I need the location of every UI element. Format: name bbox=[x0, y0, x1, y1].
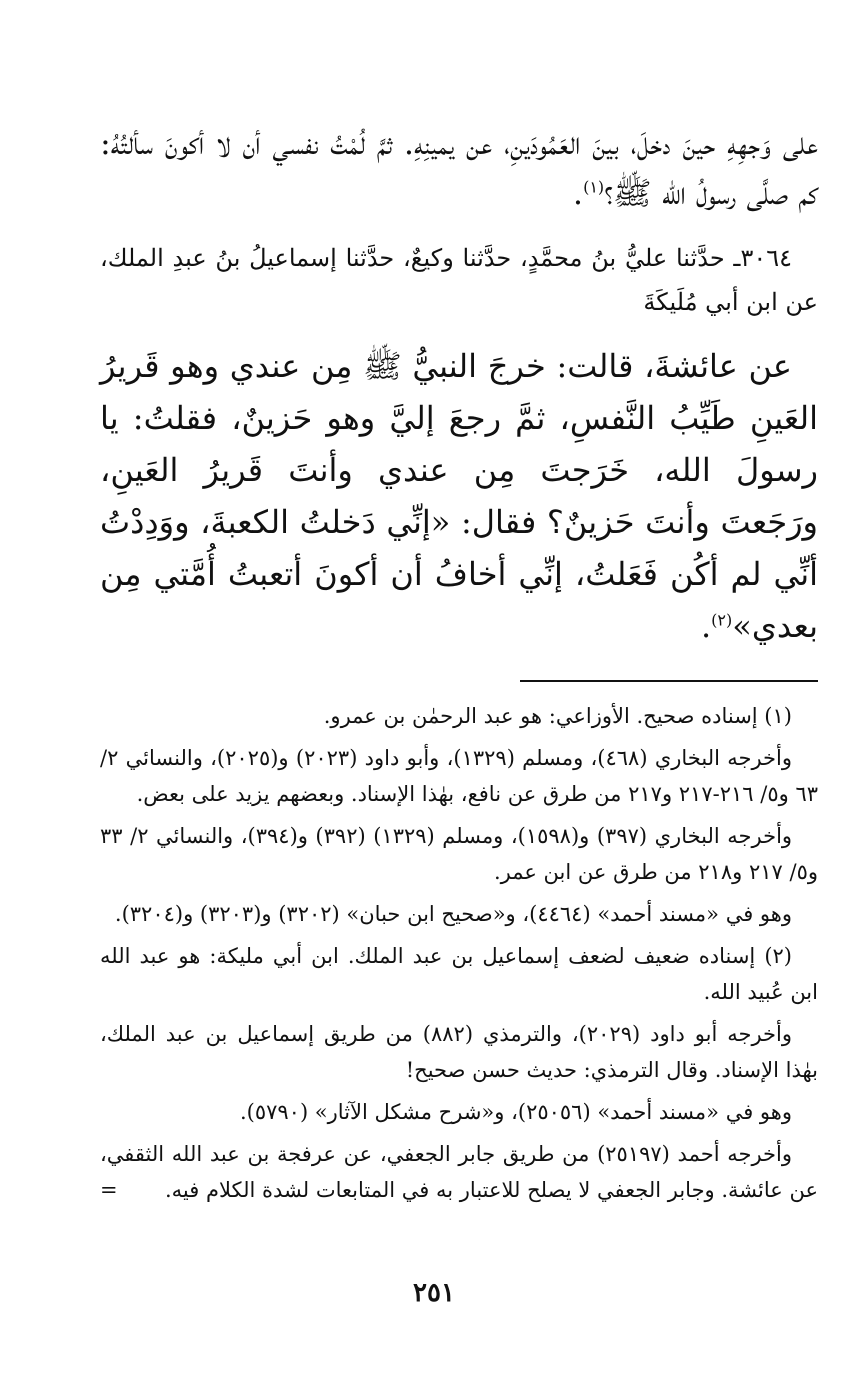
footnote-paragraph: وهو في «مسند أحمد» (٢٥٠٥٦)، و«شرح مشكل الآثار» (٥٧٩٠). bbox=[239, 1100, 792, 1124]
footnote-paragraph: (٢) إسناده ضعيف لضعف إسماعيل بن عبد الملك. ابن أبي مليكة: هو عبد الله ابن عُبيد الله. bbox=[100, 944, 818, 1004]
continuation-body: على وَجهِهِ حينَ دخلَ، بينَ العَمُودَينِ، عن يمينِهِ. ثمَّ لُمْتُ نفسي أن لا أكونَ سألتُهُ: كم صلَّى رسولُ الله ﷺ؟ bbox=[100, 124, 818, 212]
continuation-text bbox=[100, 118, 818, 218]
footnote-paragraph bbox=[100, 1136, 818, 1208]
footnote-paragraph: (١) إسناده صحيح. الأوزاعي: هو عبد الرحمٰن بن عمرو. bbox=[323, 704, 792, 728]
footnote-paragraph: وأخرجه البخاري (٤٦٨)، ومسلم (١٣٢٩)، وأبو داود (٢٠٢٣) و(٢٠٢٥)، والنسائي ٢/ ٦٣ و٥/ ٢١٦-٢١٧ و٢١٧ من طرق عن نافع، بهٰذا الإسناد. وبعضهم يزيد على بعض. bbox=[100, 746, 818, 806]
matn-text: عن عائشةَ، قالت: خرجَ النبيُّ ﷺ مِن عندي وهو قَريرُ العَينِ طَيِّبُ النَّفسِ، ثمَّ رجعَ إليَّ وهو حَزينٌ، فقلتُ: يا رسولَ الله، خَرَجتَ مِن عندي وأنتَ قَريرُ العَينِ، ورَجَعتَ وأنتَ حَزينٌ؟ فقال: «إنِّي دَخلتُ الكعبةَ، ووَدِدْتُ أنِّي لم أكُن فَعَلتُ، إنِّي أخافُ أن أكونَ أتعبتُ أُمَّتي مِن بعدي» bbox=[100, 347, 819, 645]
hadith-matn bbox=[100, 340, 818, 652]
continuation-end: . bbox=[572, 174, 584, 212]
matn-end: . bbox=[700, 607, 712, 645]
footnote-last-text: وأخرجه أحمد (٢٥١٩٧) من طريق جابر الجعفي، عن عرفجة بن عبد الله الثقفي، عن عائشة. وجابر الجعفي لا يصلح للاعتبار به في المتابعات لشدة الكلام فيه. bbox=[100, 1142, 818, 1202]
hadith-isnad bbox=[100, 236, 818, 324]
hadith-number: ٣٠٦٤ bbox=[740, 244, 792, 272]
footnote-separator-wrap bbox=[100, 680, 818, 682]
page-content bbox=[100, 118, 818, 1208]
isnad-text: ـ حدَّثنا عليُّ بنُ محمَّدٍ، حدَّثنا وكيعٌ، حدَّثنا إسماعيلُ بنُ عبدِ الملك، عن ابن أبي مُلَيكَةَ bbox=[100, 244, 818, 316]
footnote-separator bbox=[520, 680, 818, 682]
footnote-ref-1: (١) bbox=[583, 177, 605, 197]
footnote-paragraph: وهو في «مسند أحمد» (٤٤٦٤)، و«صحيح ابن حبان» (٣٢٠٢) و(٣٢٠٣) و(٣٢٠٤). bbox=[114, 902, 792, 926]
footnote-paragraph: وأخرجه أبو داود (٢٠٢٩)، والترمذي (٨٨٢) من طريق إسماعيل بن عبد الملك، بهٰذا الإسناد. وقال الترمذي: حديث حسن صحيح! bbox=[100, 1022, 818, 1082]
footnote-ref-2: (٢) bbox=[711, 610, 733, 630]
continuation-mark: = bbox=[100, 1178, 118, 1202]
page-number: ٢٥١ bbox=[413, 1278, 455, 1308]
footnote-paragraph: وأخرجه البخاري (٣٩٧) و(١٥٩٨)، ومسلم (١٣٢٩) (٣٩٢) و(٣٩٤)، والنسائي ٢/ ٣٣ و٥/ ٢١٧ و٢١٨ من طرق عن ابن عمر. bbox=[100, 824, 818, 884]
footnotes bbox=[100, 698, 818, 1208]
